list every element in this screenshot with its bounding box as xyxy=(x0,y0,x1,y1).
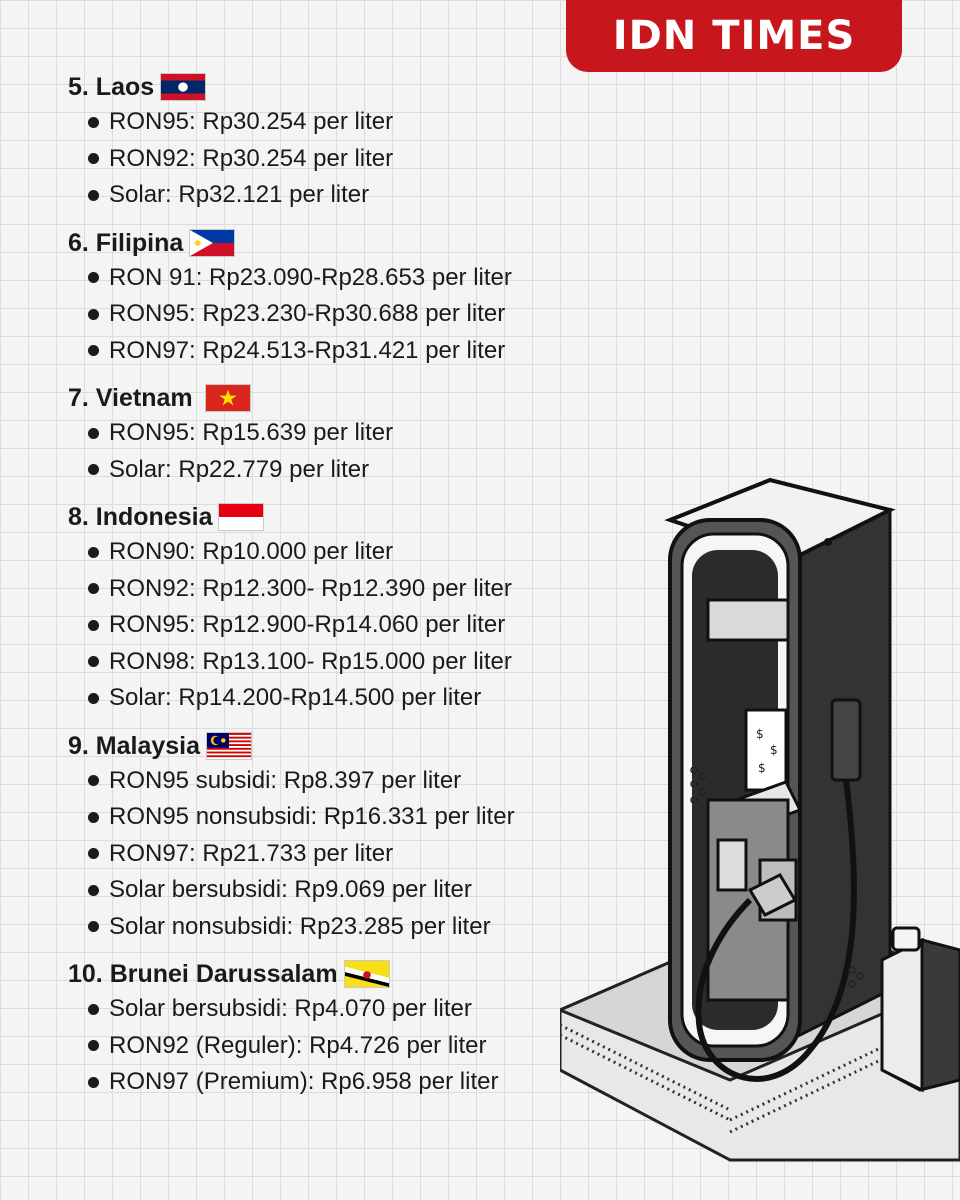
fuel-pump-icon xyxy=(560,470,960,1200)
country-title: 5. Laos xyxy=(68,73,155,101)
svg-text:$: $ xyxy=(756,727,764,741)
list-item: RON95: Rp15.639 per liter xyxy=(88,415,588,452)
list-item: RON90: Rp10.000 per liter xyxy=(88,534,588,571)
laos-flag-icon xyxy=(160,73,206,101)
philippines-flag-icon xyxy=(189,229,235,257)
list-item: RON95: Rp30.254 per liter xyxy=(88,104,588,141)
list-item: Solar nonsubsidi: Rp23.285 per liter xyxy=(88,909,588,946)
country-title: 10. Brunei Darussalam xyxy=(68,960,338,988)
list-item: Solar: Rp14.200-Rp14.500 per liter xyxy=(88,680,588,717)
fuel-price-list xyxy=(68,70,588,1113)
country-title: 7. Vietnam xyxy=(68,384,193,412)
svg-text:$: $ xyxy=(758,761,766,775)
list-item: Solar: Rp22.779 per liter xyxy=(88,452,588,489)
list-item: RON98: Rp13.100- Rp15.000 per liter xyxy=(88,644,588,681)
list-item: RON97 (Premium): Rp6.958 per liter xyxy=(88,1064,588,1101)
country-malaysia xyxy=(68,729,588,946)
list-item: Solar bersubsidi: Rp4.070 per liter xyxy=(88,991,588,1028)
list-item: Solar: Rp32.121 per liter xyxy=(88,177,588,214)
indonesia-flag-icon xyxy=(218,503,264,531)
list-item: RON97: Rp21.733 per liter xyxy=(88,836,588,873)
country-laos xyxy=(68,70,588,214)
svg-text:$: $ xyxy=(770,743,778,757)
list-item: RON92 (Reguler): Rp4.726 per liter xyxy=(88,1028,588,1065)
list-item: RON97: Rp24.513-Rp31.421 per liter xyxy=(88,333,588,370)
logo-text: IDN TIMES xyxy=(612,13,856,59)
list-item: Solar bersubsidi: Rp9.069 per liter xyxy=(88,872,588,909)
list-item: RON92: Rp30.254 per liter xyxy=(88,141,588,178)
list-item: RON95: Rp23.230-Rp30.688 per liter xyxy=(88,296,588,333)
country-title: 9. Malaysia xyxy=(68,731,201,760)
country-indonesia xyxy=(68,500,588,717)
list-item: RON92: Rp12.300- Rp12.390 per liter xyxy=(88,571,588,608)
list-item: RON95: Rp12.900-Rp14.060 per liter xyxy=(88,607,588,644)
country-brunei xyxy=(68,957,588,1101)
list-item: RON95 nonsubsidi: Rp16.331 per liter xyxy=(88,799,588,836)
vietnam-flag-icon xyxy=(205,384,251,412)
brunei-flag-icon xyxy=(344,960,390,988)
list-item: RON 91: Rp23.090-Rp28.653 per liter xyxy=(88,260,588,297)
idn-times-logo xyxy=(566,0,902,72)
country-vietnam xyxy=(68,381,588,488)
list-item: RON95 subsidi: Rp8.397 per liter xyxy=(88,763,588,800)
malaysia-flag-icon xyxy=(206,732,252,760)
country-filipina xyxy=(68,226,588,370)
country-title: 8. Indonesia xyxy=(68,503,213,531)
country-title: 6. Filipina xyxy=(68,228,184,257)
